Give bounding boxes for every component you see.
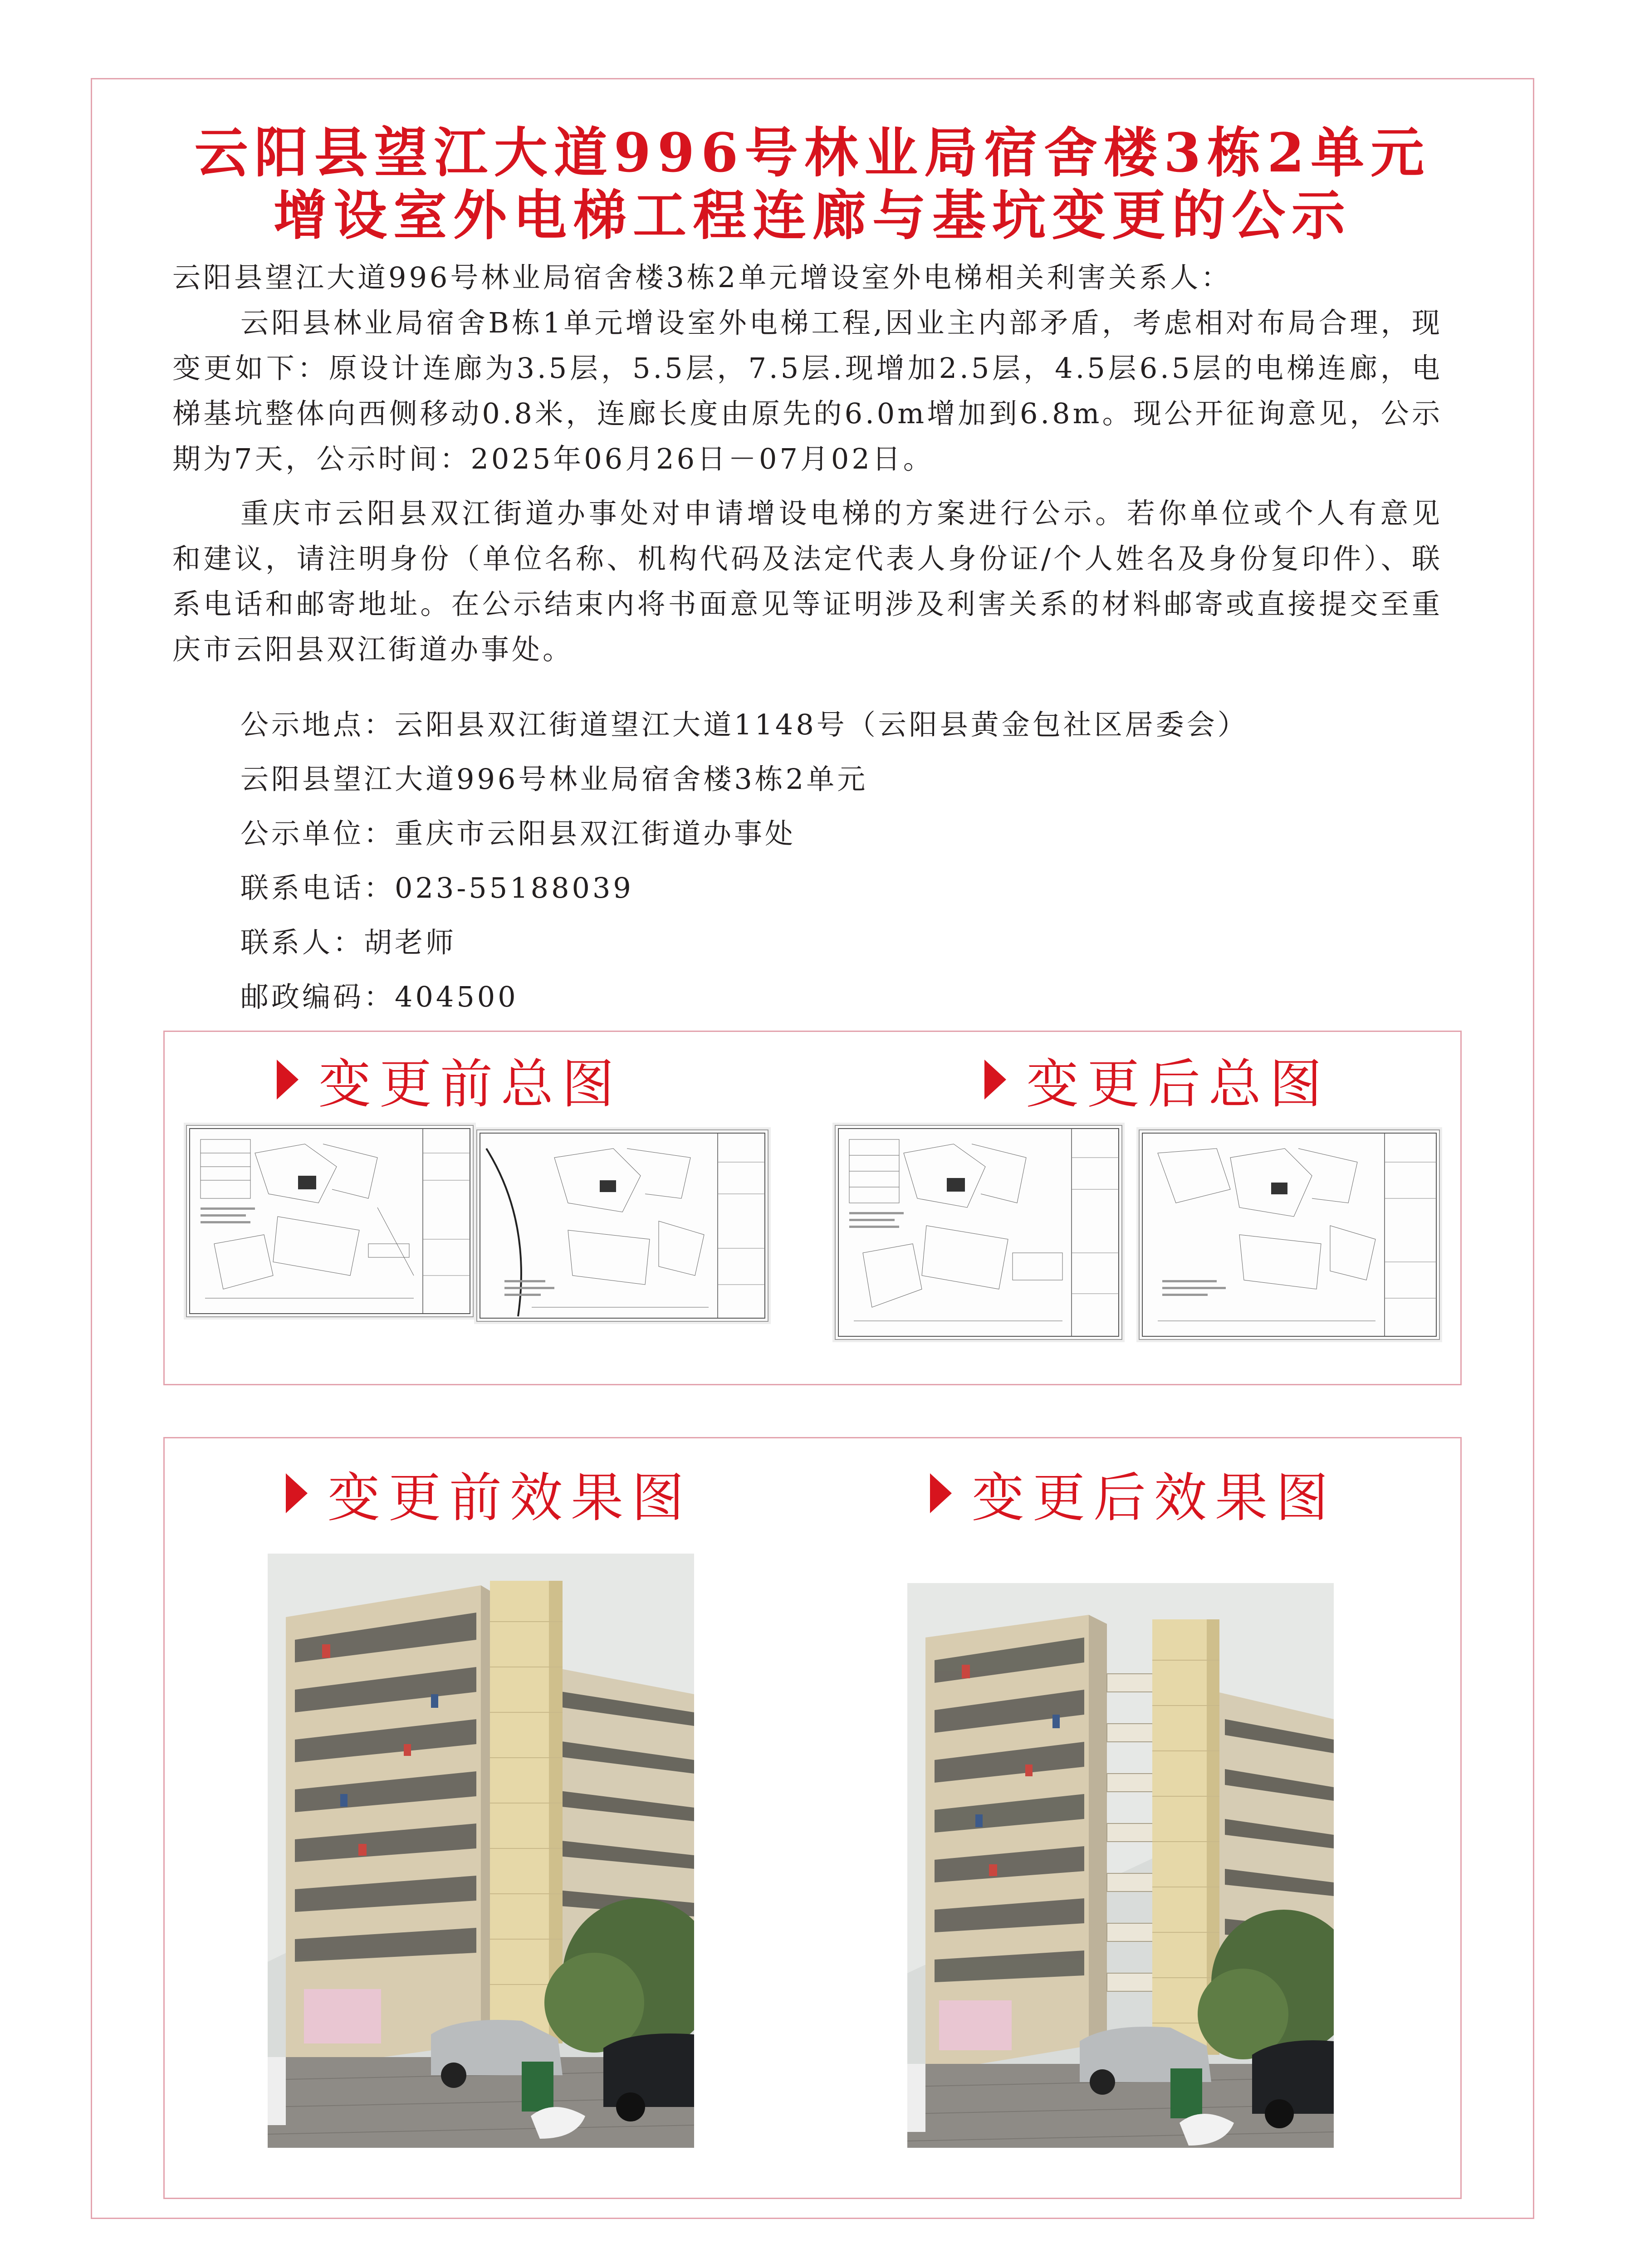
section-heading-render-before (286, 1461, 692, 1529)
section-label: 变更后效果图 (972, 1467, 1336, 1529)
triangle-icon (984, 1060, 1006, 1100)
plan-before-sheet-1 (186, 1125, 474, 1317)
plan-after-sheet-2 (1139, 1129, 1440, 1340)
notice-unit: 公示单位：重庆市云阳县双江街道办事处 (240, 817, 796, 850)
postal-code: 邮政编码：404500 (240, 980, 519, 1013)
salutation: 云阳县望江大道996号林业局宿舍楼3栋2单元增设室外电梯相关利害关系人： (172, 261, 1232, 294)
triangle-icon (286, 1473, 308, 1513)
render-before-image (268, 1554, 694, 2148)
paragraph-objection-instructions: 重庆市云阳县双江街道办事处对申请增设电梯的方案进行公示。若你单位或个人有意见和建议，请注明身份（单位名称、机构代码及法定代表人身份证/个人姓名及身份复印件）、联系电话和邮寄地址。在公示结束内将书面意见等证明涉及利害关系的材料邮寄或直接提交至重庆市云阳县双江街道办事处。 (172, 497, 1443, 666)
paragraph-change-details: 云阳县林业局宿舍B栋1单元增设室外电梯工程,因业主内部矛盾，考虑相对布局合理，现变更如下：原设计连廊为3.5层，5.5层，7.5层.现增加2.5层，4.5层6.5层的电梯连廊，电梯基坑整体向西侧移动0.8米，连廊长度由原先的6.0m增加到6.8m。现公开征询意见，公示期为7天，公示时间：2025年06月26日－07月02日。 (172, 306, 1443, 475)
section-label: 变更前总图 (318, 1053, 622, 1115)
section-heading-plan-before (277, 1048, 622, 1115)
contact-phone: 联系电话：023-55188039 (240, 871, 634, 904)
page-title-line-2: 增设室外电梯工程连廊与基坑变更的公示 (273, 184, 1351, 247)
render-after-image (907, 1583, 1334, 2148)
section-label: 变更前效果图 (328, 1467, 692, 1529)
plan-after-sheet-1 (835, 1125, 1122, 1340)
triangle-icon (930, 1473, 952, 1513)
page-title-line-1: 云阳县望江大道996号林业局宿舍楼3栋2单元 (194, 121, 1431, 184)
notice-location-2: 云阳县望江大道996号林业局宿舍楼3栋2单元 (240, 763, 868, 796)
section-heading-plan-after (984, 1048, 1330, 1115)
notice-location: 公示地点：云阳县双江街道望江大道1148号（云阳县黄金包社区居委会） (240, 708, 1248, 741)
plan-before-sheet-2 (476, 1129, 768, 1322)
contact-person: 联系人：胡老师 (240, 926, 457, 959)
triangle-icon (277, 1060, 299, 1100)
section-label: 变更后总图 (1026, 1053, 1330, 1115)
section-heading-render-after (930, 1461, 1336, 1529)
